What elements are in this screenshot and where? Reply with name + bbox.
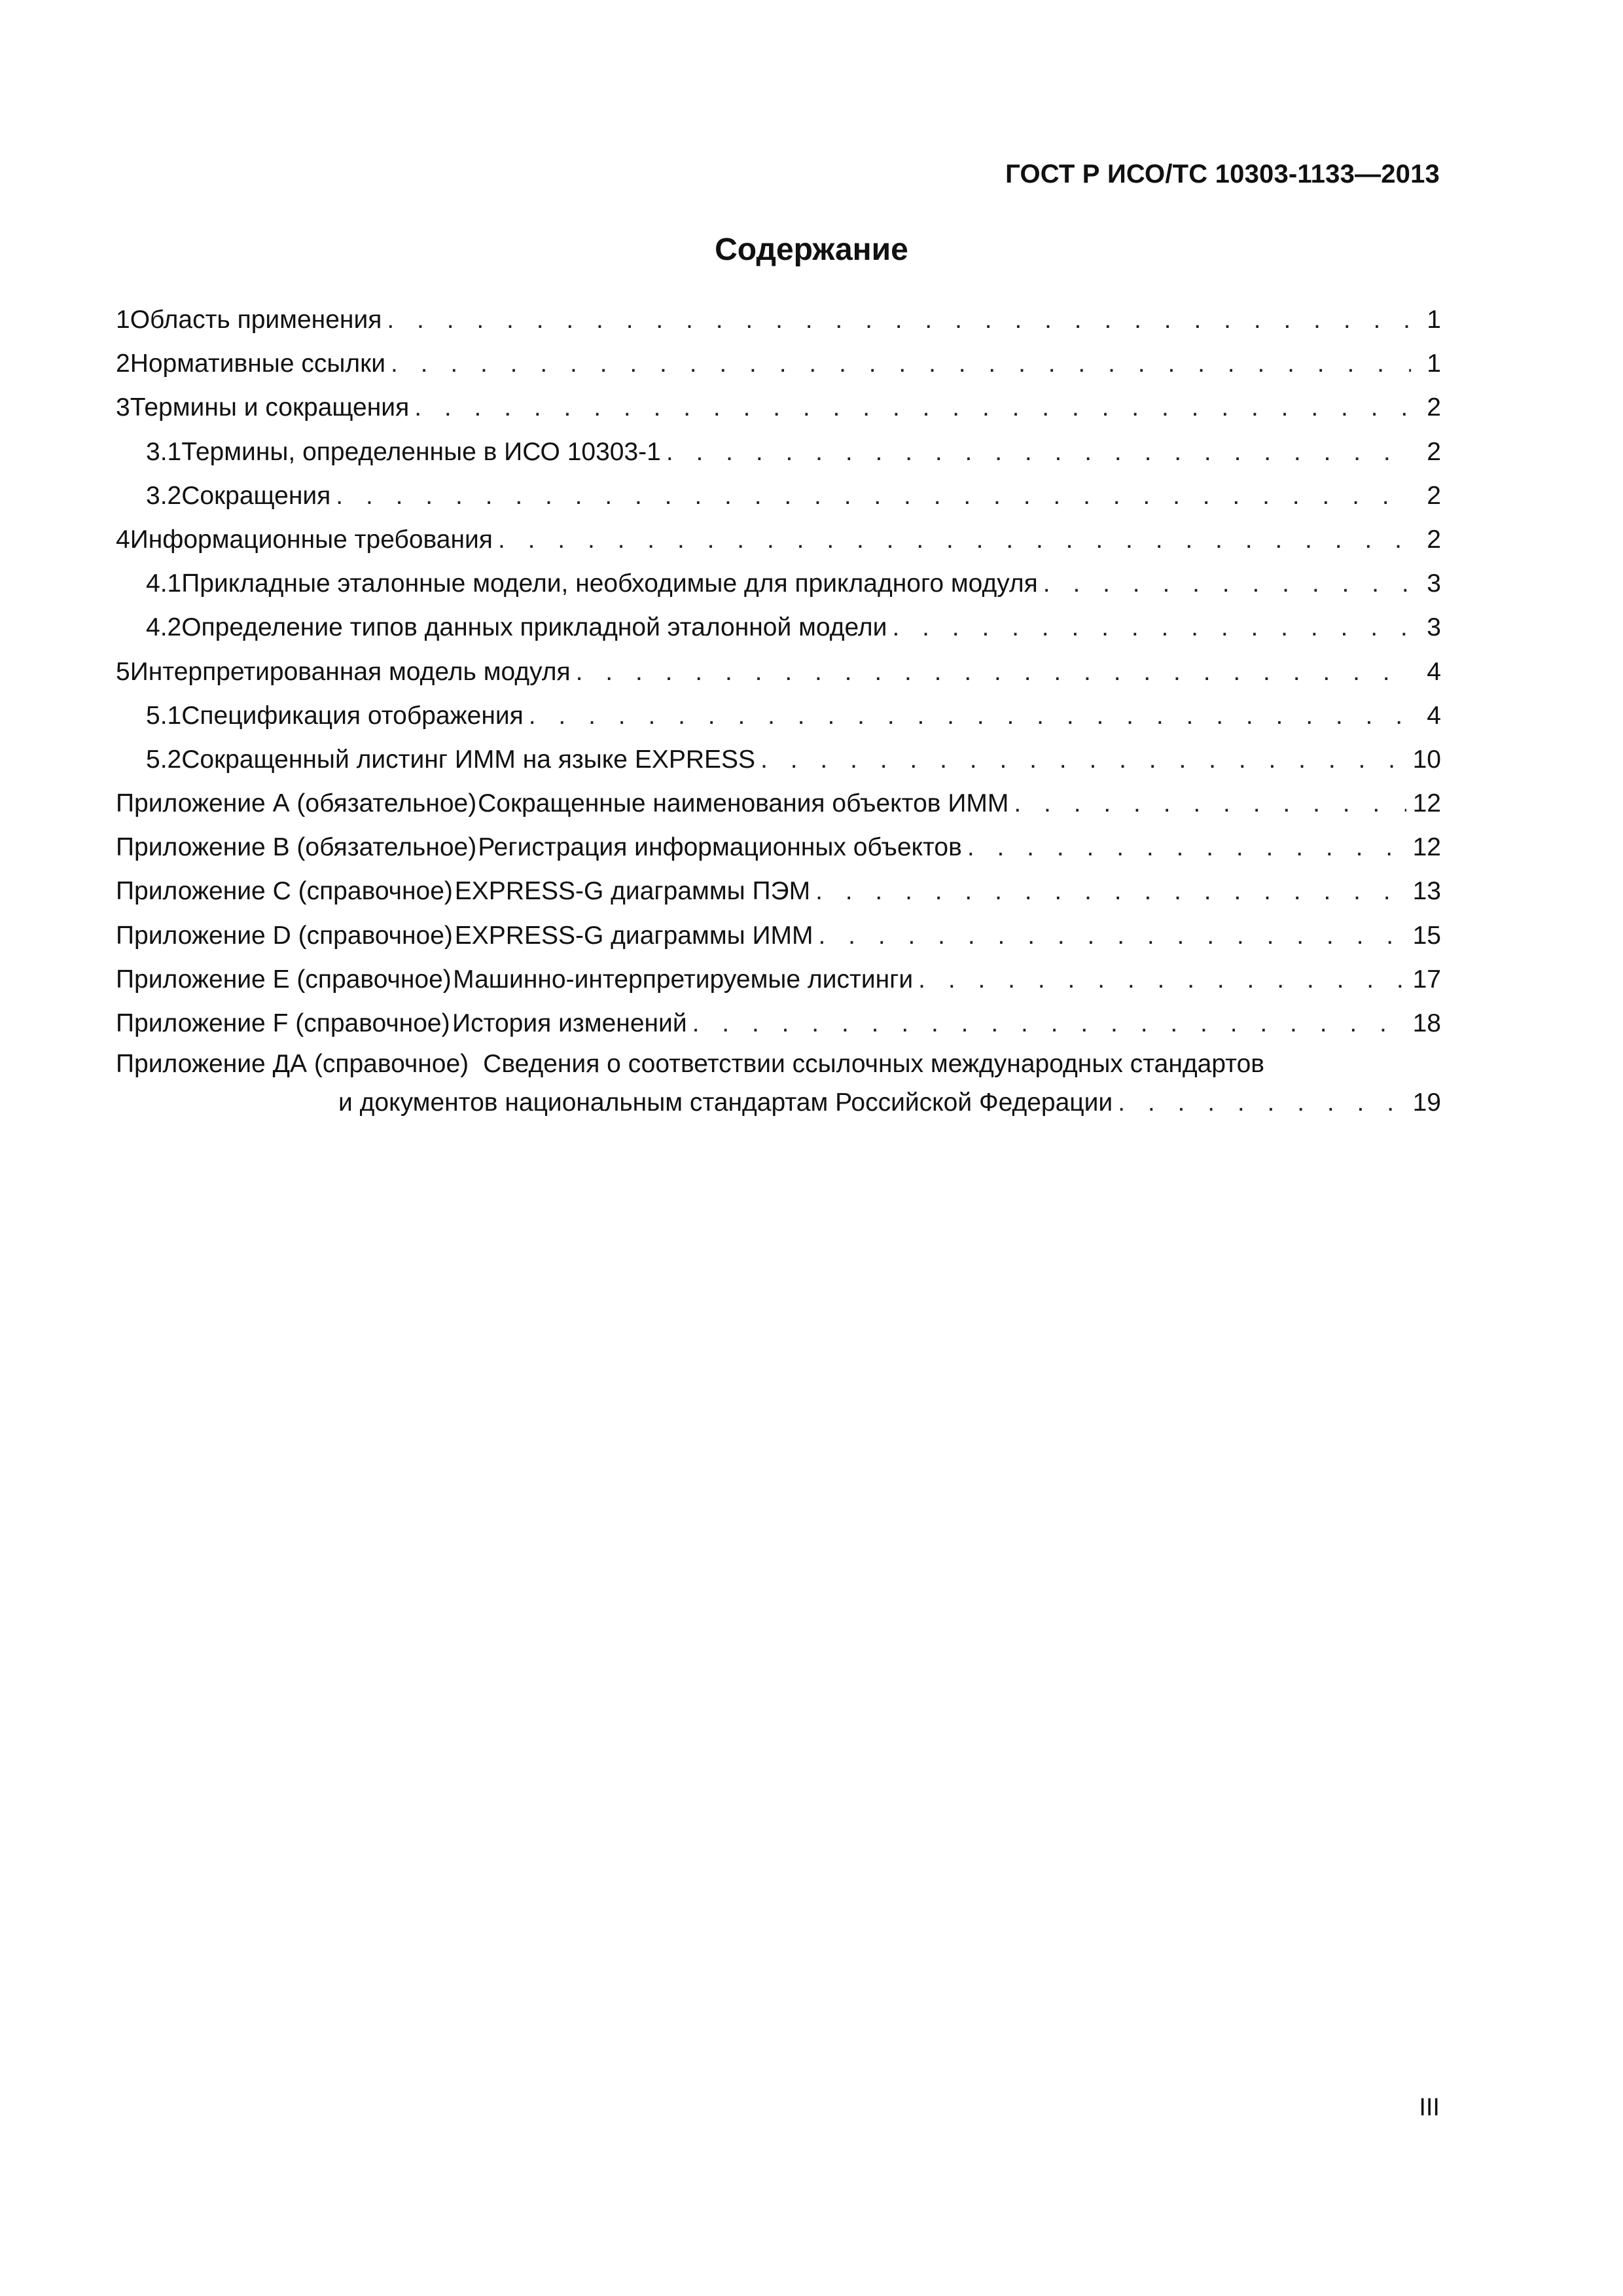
- document-code: ГОСТ Р ИСО/ТС 10303-1133—2013: [1005, 160, 1440, 188]
- toc-entry-title: Область применения: [130, 306, 382, 334]
- toc-entry-title: Сокращенные наименования объектов ИММ: [478, 789, 1009, 818]
- toc-entry-number: 4.1: [146, 569, 182, 598]
- dot-leader: [1113, 1083, 1406, 1122]
- toc-entry[interactable]: [116, 738, 1441, 781]
- toc-entry-number: 4.2: [146, 613, 182, 642]
- toc-entry[interactable]: [116, 342, 1441, 386]
- toc-entry-page: 3: [1427, 569, 1441, 598]
- toc-entry-annex[interactable]: [116, 781, 1441, 825]
- toc-entry-title: Нормативные ссылки: [130, 350, 385, 378]
- dot-leader: [571, 650, 1411, 694]
- toc-entry-number: 3: [116, 393, 130, 422]
- toc-entry-number: 2: [116, 350, 130, 378]
- dot-leader: [382, 298, 1411, 342]
- annex-designation: Приложение В (обязательное): [116, 833, 477, 862]
- dot-leader: [913, 958, 1406, 1001]
- toc-entry-annex[interactable]: [116, 914, 1441, 958]
- page-number: III: [1419, 2094, 1440, 2121]
- toc-entry-annex[interactable]: [116, 825, 1441, 869]
- toc-entry-annex[interactable]: [116, 958, 1441, 1001]
- toc-entry-page: 2: [1427, 481, 1441, 510]
- toc-entry-page: 12: [1412, 789, 1441, 818]
- toc-entry-title: Регистрация информационных объектов: [478, 833, 962, 862]
- dot-leader: [962, 825, 1406, 869]
- dot-leader: [524, 694, 1411, 738]
- toc-entry[interactable]: [116, 518, 1441, 562]
- toc-entry[interactable]: [116, 605, 1441, 649]
- toc-entry-annex[interactable]: [116, 869, 1441, 913]
- dot-leader: [1038, 562, 1411, 605]
- toc-entry-page: 3: [1427, 613, 1441, 642]
- toc-entry-page: 4: [1427, 657, 1441, 686]
- toc-entry-title: Интерпретированная модель модуля: [130, 657, 571, 686]
- toc-entry-page: 12: [1412, 833, 1441, 862]
- toc-entry-number: 5: [116, 657, 130, 686]
- toc-entry-number: 1: [116, 306, 130, 334]
- toc-entry[interactable]: [116, 694, 1441, 738]
- annex-designation: Приложение F (справочное): [116, 1009, 450, 1037]
- toc-entry-page: 15: [1412, 921, 1441, 950]
- toc-entry[interactable]: [116, 430, 1441, 474]
- toc-entry-title: Прикладные эталонные модели, необходимые для прикладного модуля: [181, 569, 1038, 598]
- toc-entry-title: Сокращения: [181, 481, 331, 510]
- toc-entry-page: 19: [1412, 1088, 1441, 1117]
- toc-entry-page: 2: [1427, 393, 1441, 422]
- annex-designation: Приложение D (справочное): [116, 921, 453, 950]
- dot-leader: [810, 869, 1406, 913]
- toc-entry[interactable]: [116, 474, 1441, 518]
- toc-entry-title-continued: и документов национальным стандартам Российской Федерации: [338, 1088, 1113, 1117]
- toc-entry-number: 3.1: [146, 437, 182, 466]
- dot-leader: [661, 430, 1411, 474]
- toc-entry-page: 2: [1427, 437, 1441, 466]
- toc-entry-page: 10: [1412, 745, 1441, 774]
- table-of-contents: [116, 298, 1441, 1122]
- dot-leader: [755, 738, 1406, 781]
- toc-entry-title: EXPRESS-G диаграммы ПЭМ: [454, 877, 811, 906]
- toc-entry-title: Определение типов данных прикладной эталонной модели: [181, 613, 887, 642]
- toc-entry[interactable]: [116, 298, 1441, 342]
- dot-leader: [330, 474, 1411, 518]
- annex-designation: Приложение С (справочное): [116, 877, 453, 906]
- toc-entry-title: История изменений: [452, 1009, 687, 1037]
- toc-entry-number: 5.2: [146, 745, 182, 774]
- toc-entry-number: 5.1: [146, 701, 182, 730]
- toc-entry-title: Спецификация отображения: [181, 701, 524, 730]
- toc-entry-title: Сведения о соответствии ссылочных международных стандартов: [483, 1050, 1264, 1079]
- toc-entry-page: 2: [1427, 525, 1441, 554]
- toc-entry-annex[interactable]: [116, 1001, 1441, 1045]
- dot-leader: [1008, 781, 1406, 825]
- dot-leader: [887, 605, 1411, 649]
- toc-entry-page: 18: [1412, 1009, 1441, 1037]
- toc-entry-page: 17: [1412, 965, 1441, 994]
- toc-entry[interactable]: [116, 386, 1441, 429]
- dot-leader: [385, 342, 1411, 386]
- dot-leader: [687, 1001, 1406, 1045]
- toc-entry-title: Термины и сокращения: [130, 393, 410, 422]
- dot-leader: [813, 914, 1406, 958]
- dot-leader: [493, 518, 1411, 562]
- toc-entry-title: EXPRESS-G диаграммы ИММ: [454, 921, 813, 950]
- toc-entry[interactable]: [116, 650, 1441, 694]
- toc-heading: Содержание: [715, 232, 908, 267]
- toc-entry-title: Машинно-интерпретируемые листинги: [453, 965, 914, 994]
- toc-entry-annex[interactable]: [116, 1045, 1441, 1122]
- annex-designation: Приложение Е (справочное): [116, 965, 452, 994]
- annex-designation: Приложение ДА (справочное): [116, 1050, 469, 1079]
- annex-designation: Приложение А (обязательное): [116, 789, 477, 818]
- dot-leader: [409, 386, 1411, 429]
- toc-entry-page: 4: [1427, 701, 1441, 730]
- toc-entry-number: 4: [116, 525, 130, 554]
- toc-entry-page: 1: [1427, 350, 1441, 378]
- toc-entry[interactable]: [116, 562, 1441, 605]
- toc-entry-page: 13: [1412, 877, 1441, 906]
- toc-entry-page: 1: [1427, 306, 1441, 334]
- toc-entry-title: Информационные требования: [130, 525, 493, 554]
- toc-entry-number: 3.2: [146, 481, 182, 510]
- toc-entry-title: Термины, определенные в ИСО 10303-1: [181, 437, 661, 466]
- toc-entry-title: Сокращенный листинг ИММ на языке EXPRESS: [181, 745, 756, 774]
